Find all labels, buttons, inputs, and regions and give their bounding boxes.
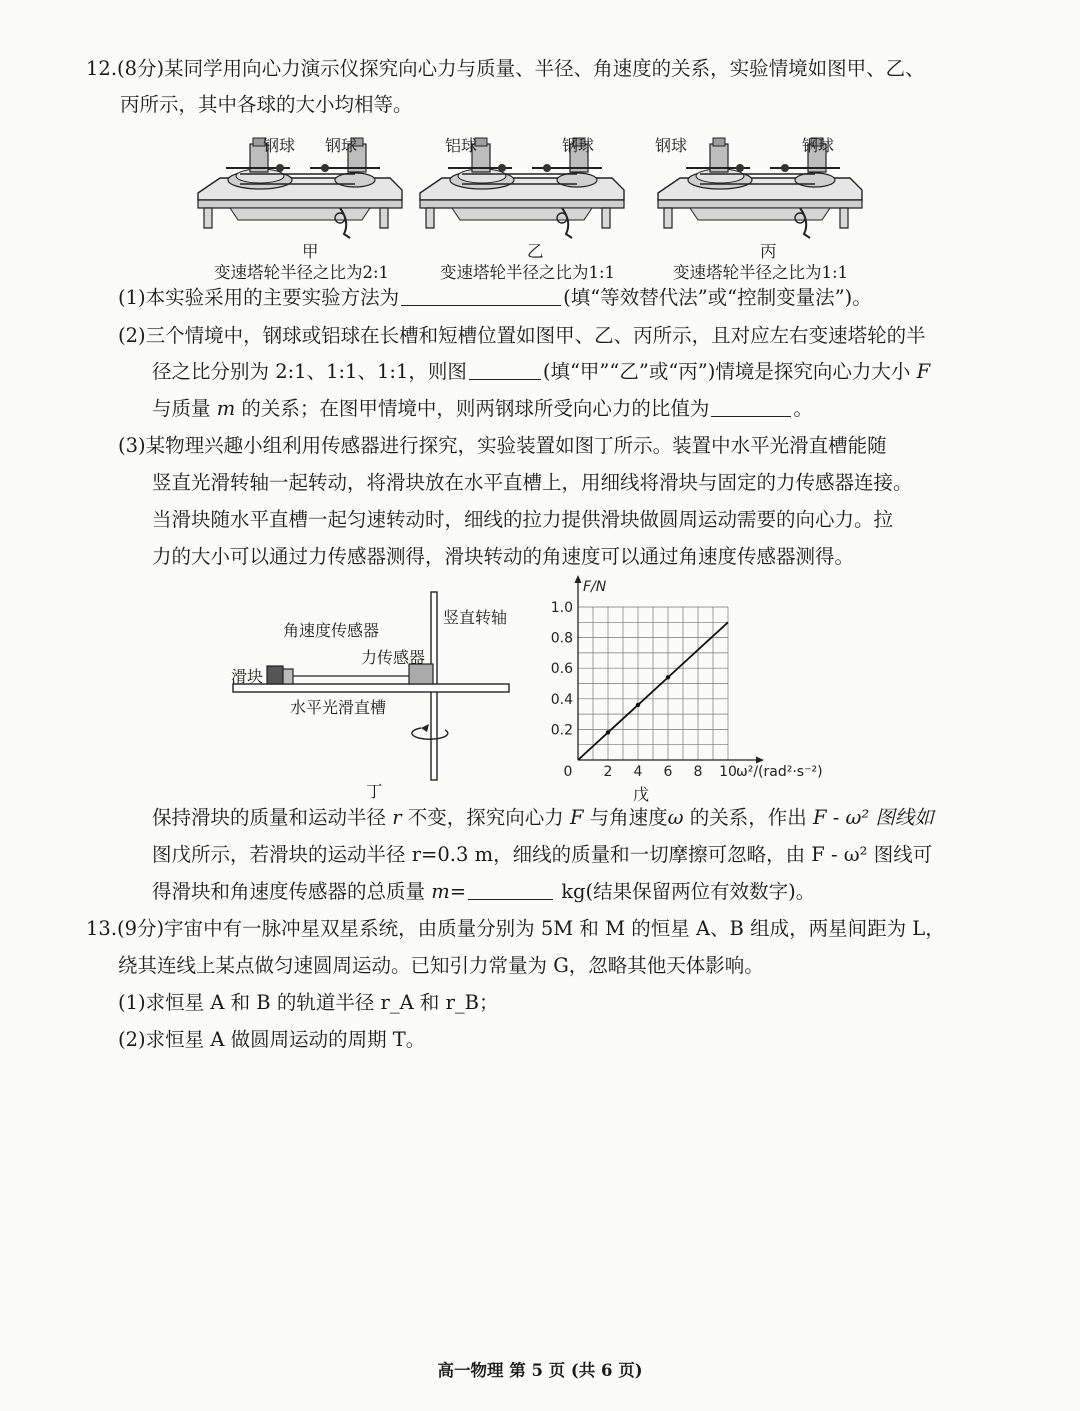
q12-part3-line7: 得滑块和角速度传感器的总质量 m= kg(结果保留两位有效数字)。 bbox=[152, 877, 815, 907]
label-vertical-axis: 竖直转轴 bbox=[443, 608, 508, 627]
label-force-sensor: 力传感器 bbox=[361, 648, 426, 667]
ball-label-bing-left: 钢球 bbox=[655, 136, 688, 155]
ball-label-jia-right: 钢球 bbox=[325, 136, 358, 155]
x-tick-label: 0 bbox=[563, 764, 573, 780]
data-point bbox=[636, 703, 640, 707]
answer-blank-figure[interactable] bbox=[469, 357, 541, 380]
fig-name-yi: 乙 bbox=[527, 242, 544, 261]
q12-part2-line2: 径之比分别为 2:1、1:1、1:1，则图 (填“甲”“乙”或“丙”)情境是探究向心力大小 F bbox=[152, 357, 930, 387]
omega-sensor-block bbox=[283, 669, 293, 684]
page-footer: 高一物理 第 5 页 (共 6 页) bbox=[437, 1361, 643, 1380]
y-tick-label: 0.2 bbox=[550, 722, 573, 739]
x-tick-label: 6 bbox=[663, 764, 673, 780]
data-point bbox=[606, 730, 610, 734]
q13-heading-line2: 绕其连线上某点做匀速圆周运动。已知引力常量为 G，忽略其他天体影响。 bbox=[118, 954, 764, 977]
ball-label-bing-right: 钢球 bbox=[802, 136, 835, 155]
rotation-arrow bbox=[412, 728, 448, 739]
y-axis-label: F/N bbox=[583, 579, 607, 595]
fig-ratio-jia: 变速塔轮半径之比为2:1 bbox=[214, 263, 390, 282]
q12-part2-line1: (2)三个情境中，钢球或铝球在长槽和短槽位置如图甲、乙、丙所示，且对应左右变速塔轮的半 bbox=[118, 324, 926, 347]
fig-name-ding: 丁 bbox=[366, 782, 383, 801]
q12-part3-line1: (3)某物理兴趣小组利用传感器进行探究，实验装置如图丁所示。装置中水平光滑直槽能随 bbox=[118, 434, 887, 457]
label-omega-sensor: 角速度传感器 bbox=[283, 621, 380, 640]
answer-blank-method[interactable] bbox=[401, 283, 561, 306]
x-tick-label: 8 bbox=[693, 764, 703, 780]
x-tick-label: 4 bbox=[633, 764, 643, 780]
y-tick-label: 0.6 bbox=[550, 661, 573, 678]
label-groove: 水平光滑直槽 bbox=[290, 698, 387, 717]
fig-name-bing: 丙 bbox=[760, 242, 777, 261]
ball-label-yi-left: 铝球 bbox=[445, 136, 478, 155]
y-tick-label: 0.8 bbox=[550, 630, 573, 647]
answer-blank-ratio[interactable] bbox=[711, 394, 791, 417]
x-tick-label: 2 bbox=[603, 764, 613, 780]
q12-part1: (1)本实验采用的主要实验方法为 (填“等效替代法”或“控制变量法”)。 bbox=[118, 283, 872, 313]
rotation-arrowhead bbox=[421, 724, 429, 732]
q13-part2: (2)求恒星 A 做圆周运动的周期 T。 bbox=[118, 1028, 426, 1051]
x-axis-arrowhead bbox=[756, 757, 764, 764]
q12-part3-line3: 当滑块随水平直槽一起匀速转动时，细线的拉力提供滑块做圆周运动需要的向心力。拉 bbox=[152, 508, 894, 531]
ball-label-jia-left: 钢球 bbox=[263, 136, 296, 155]
y-axis-arrowhead bbox=[575, 575, 582, 583]
chart-title: 戊 bbox=[633, 785, 650, 804]
q12-part3-line5: 保持滑块的质量和运动半径 r 不变，探究向心力 F 与角速度ω 的关系，作出 F - ω² 图线如 bbox=[152, 806, 934, 829]
q13-part1: (1)求恒星 A 和 B 的轨道半径 r_A 和 r_B； bbox=[118, 991, 499, 1014]
y-tick-label: 1.0 bbox=[550, 600, 573, 616]
q12-part3-line2: 竖直光滑转轴一起转动，将滑块放在水平直槽上，用细线将滑块与固定的力传感器连接。 bbox=[152, 471, 913, 494]
slider-block bbox=[267, 666, 283, 684]
label-slider: 滑块 bbox=[231, 667, 264, 686]
q13-heading-line1: 13.(9分)宇宙中有一脉冲星双星系统，由质量分别为 5M 和 M 的恒星 A、B 组成，两星间距为 L， bbox=[86, 917, 945, 940]
fig-name-jia: 甲 bbox=[302, 242, 319, 261]
q12-part3-line6: 图戊所示，若滑块的运动半径 r=0.3 m，细线的质量和一切摩擦可忽略，由 F - ω² 图线可 bbox=[152, 843, 933, 866]
q12-part3-line4: 力的大小可以通过力传感器测得，滑块转动的角速度可以通过角速度传感器测得。 bbox=[152, 545, 855, 568]
horizontal-groove bbox=[233, 684, 509, 692]
q12-heading-line1: 12.(8分)某同学用向心力演示仪探究向心力与质量、半径、角速度的关系，实验情境如图甲、乙、 bbox=[86, 57, 925, 80]
fig-ratio-bing: 变速塔轮半径之比为1:1 bbox=[673, 263, 849, 282]
ball-label-yi-right: 钢球 bbox=[562, 136, 595, 155]
data-point bbox=[666, 675, 670, 679]
q12-heading-line2: 丙所示，其中各球的大小均相等。 bbox=[120, 93, 413, 116]
answer-blank-mass[interactable] bbox=[468, 877, 553, 900]
fig-ratio-yi: 变速塔轮半径之比为1:1 bbox=[440, 263, 616, 282]
y-tick-label: 0.4 bbox=[550, 691, 573, 708]
q12-part2-line3: 与质量 m 的关系；在图甲情境中，则两钢球所受向心力的比值为 。 bbox=[152, 394, 813, 424]
x-tick-label: 10 bbox=[719, 764, 737, 780]
x-axis-label: ω²/(rad²·s⁻²) bbox=[736, 764, 823, 780]
chart-f-omega2 bbox=[545, 575, 845, 805]
